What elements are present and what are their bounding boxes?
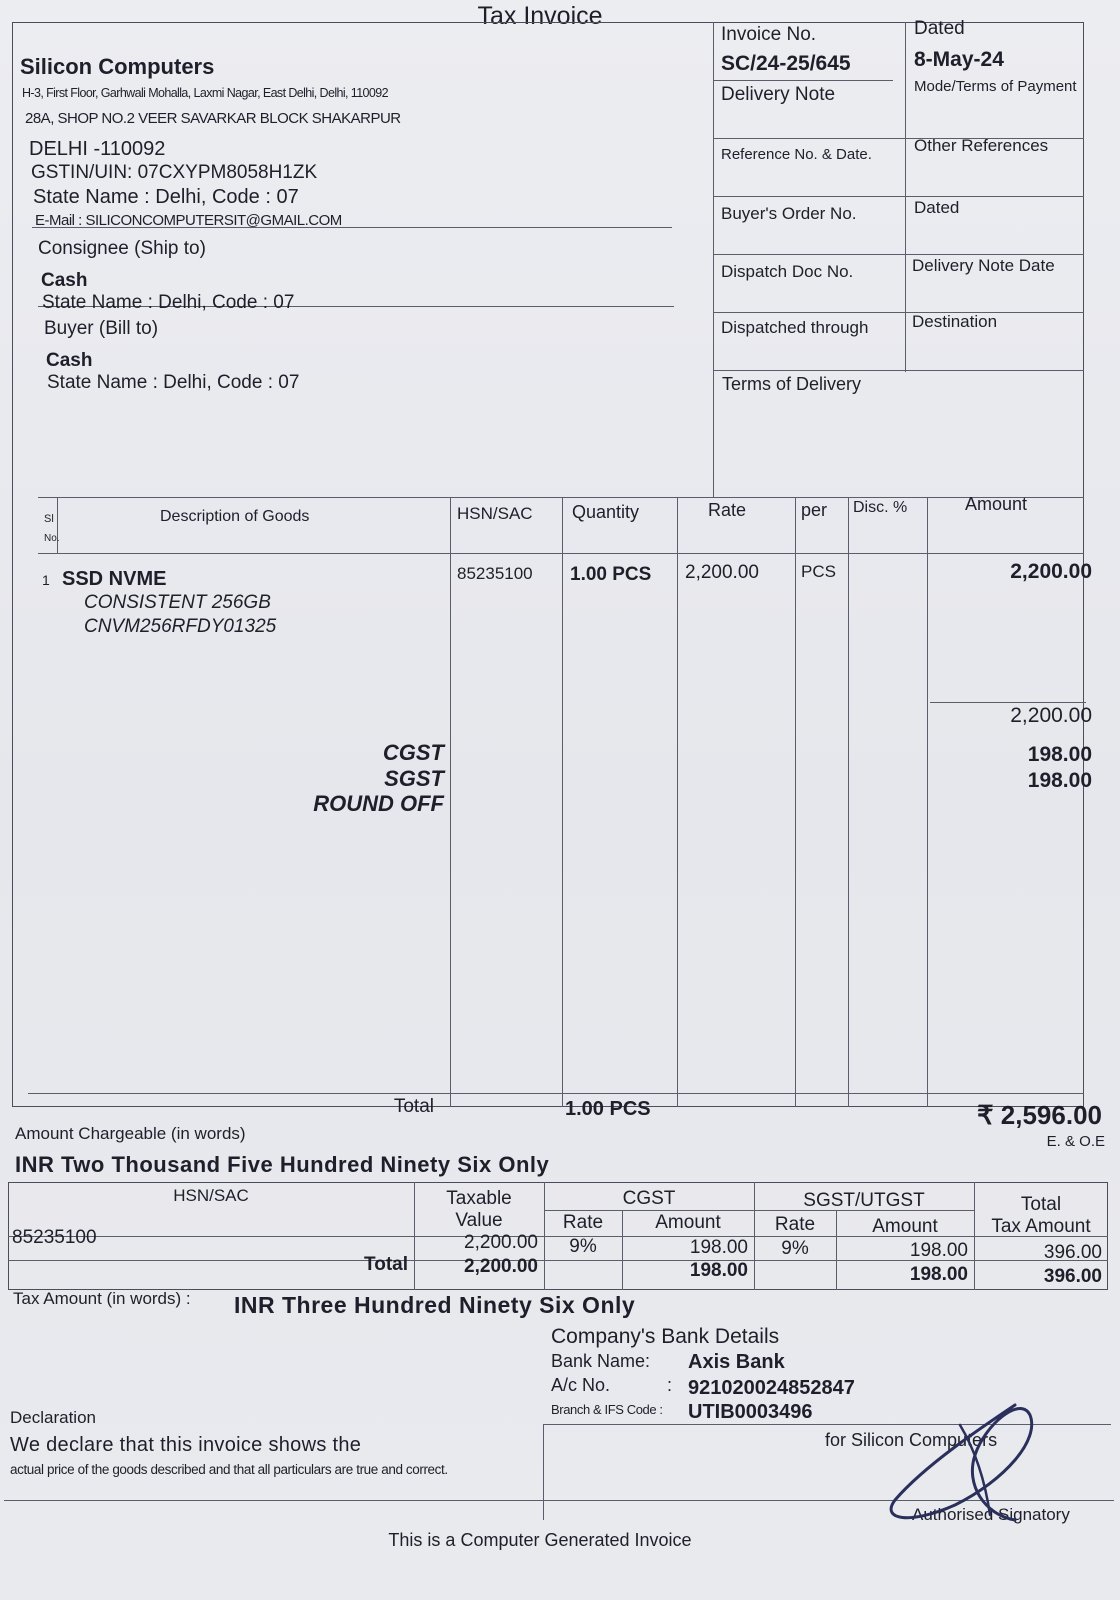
terms-of-delivery-label: Terms of Delivery (722, 374, 862, 394)
item-name: SSD NVME (62, 568, 167, 590)
tax-words-label: Tax Amount (in words) : (13, 1289, 191, 1308)
meta-row-3 (713, 196, 1084, 197)
tax-header-cgst: CGST (622, 1188, 676, 1209)
total-amount: ₹ 2,596.00 (977, 1100, 1102, 1130)
buyers-order-label: Buyer's Order No. (721, 204, 857, 223)
account-separator: : (667, 1375, 673, 1395)
signature-scribble (865, 1395, 1065, 1525)
dated2-label: Dated (914, 198, 960, 217)
header-column-divider (713, 22, 714, 497)
tax-total-cgst: 198.00 (689, 1260, 748, 1281)
meta-row-5 (713, 312, 1084, 313)
seller-city: DELHI -110092 (29, 138, 166, 160)
invoice-no-label: Invoice No. (721, 24, 817, 45)
bank-heading: Company's Bank Details (551, 1325, 780, 1348)
meta-row-6 (713, 370, 1084, 371)
sgst-amount: 198.00 (1027, 769, 1092, 792)
amount-in-words: INR Two Thousand Five Hundred Ninety Six Only (15, 1152, 550, 1177)
total-label: Total (393, 1096, 434, 1117)
mode-terms-label: Mode/Terms of Payment (914, 78, 1077, 95)
authorised-signatory-label: Authorised Signatory (912, 1505, 1070, 1524)
bank-name-label: Bank Name: (551, 1351, 651, 1371)
col-disc (927, 497, 928, 1107)
tax-header-hsn: HSN/SAC (173, 1186, 249, 1205)
item-sl: 1 (42, 572, 50, 588)
header-rate: Rate (708, 500, 747, 520)
item-line-2: CONSISTENT 256GB (84, 592, 271, 613)
items-total-top (28, 1093, 1084, 1094)
tax-row-hsn: 85235100 (12, 1227, 97, 1248)
meta-row-4 (713, 254, 1084, 255)
item-quantity: 1.00 PCS (570, 564, 652, 585)
header-per: per (801, 500, 828, 520)
seller-state: State Name : Delhi, Code : 07 (33, 186, 299, 208)
tax-header-cgst-amount: Amount (655, 1212, 721, 1233)
dispatch-doc-label: Dispatch Doc No. (721, 262, 854, 281)
dated-label: Dated (914, 18, 965, 39)
other-references-label: Other References (914, 136, 1049, 155)
tax-row-sgst-rate: 9% (781, 1238, 809, 1259)
tax-row-total: 396.00 (1043, 1242, 1102, 1263)
col-qty (677, 497, 678, 1107)
consignee-state: State Name : Delhi, Code : 07 (42, 292, 295, 313)
account-label: A/c No. (551, 1375, 611, 1395)
roundoff-label: ROUND OFF (313, 791, 444, 816)
item-line-3: CNVM256RFDY01325 (84, 616, 277, 637)
cgst-amount: 198.00 (1027, 743, 1092, 766)
invoice-no: SC/24-25/645 (721, 52, 851, 75)
header-disc: Disc. % (853, 499, 908, 516)
for-company: for Silicon Computers (825, 1430, 998, 1450)
ifs-label: Branch & IFS Code : (551, 1402, 663, 1417)
tax-total-sgst: 198.00 (909, 1264, 968, 1285)
header-quantity: Quantity (572, 502, 640, 522)
tax-header-sgst-amount: Amount (872, 1216, 938, 1237)
buyer-name: Cash (46, 350, 93, 371)
header-sl: Sl (44, 513, 54, 525)
ifs-code: UTIB0003496 (688, 1401, 813, 1423)
header-hsn: HSN/SAC (457, 504, 533, 523)
col-hsn (562, 497, 563, 1107)
destination-label: Destination (912, 312, 998, 331)
tax-row-cgst-rate: 9% (569, 1236, 597, 1257)
declaration-line-2: actual price of the goods described and that all particulars are true and correct. (10, 1462, 448, 1477)
tax-header-cgst-rate: Rate (562, 1212, 604, 1233)
subtotal-amount: 2,200.00 (1010, 704, 1092, 727)
buyer-state: State Name : Delhi, Code : 07 (47, 372, 300, 393)
consignee-name: Cash (41, 270, 88, 291)
seller-address-1: H-3, First Floor, Garhwali Mohalla, Laxmi Nagar, East Delhi, Delhi, 110092 (22, 86, 388, 100)
seller-gstin: GSTIN/UIN: 07CXYPM8058H1ZK (31, 162, 318, 183)
dispatched-through-label: Dispatched through (721, 318, 869, 337)
seller-name: Silicon Computers (20, 54, 215, 79)
tax-header-total-1: Total (1020, 1194, 1062, 1215)
col-sl (57, 497, 58, 553)
buyer-heading: Buyer (Bill to) (44, 318, 159, 339)
tax-row-sgst-amount: 198.00 (909, 1240, 968, 1261)
delivery-note-date-label: Delivery Note Date (912, 256, 1055, 275)
item-amount: 2,200.00 (1010, 560, 1092, 583)
tax-header-taxable-1: Taxable (446, 1188, 512, 1209)
eoe-label: E. & O.E (1046, 1133, 1105, 1150)
declaration-heading: Declaration (10, 1408, 96, 1427)
amount-words-label: Amount Chargeable (in words) (15, 1124, 246, 1143)
item-rate: 2,200.00 (685, 562, 759, 583)
delivery-note-label: Delivery Note (721, 84, 836, 105)
header-frame (12, 22, 1084, 1107)
header-amount: Amount (965, 494, 1028, 514)
reference-label: Reference No. & Date. (721, 146, 872, 163)
tax-total-label: Total (364, 1254, 408, 1275)
meta-grid-divider (905, 22, 906, 372)
footer-note: This is a Computer Generated Invoice (388, 1530, 692, 1550)
tax-header-sgst: SGST/UTGST (803, 1190, 925, 1211)
item-hsn: 85235100 (457, 564, 533, 583)
tax-header-total-2: Tax Amount (991, 1216, 1091, 1237)
meta-row-1 (713, 80, 893, 81)
col-desc (450, 497, 451, 1107)
seller-address-2: 28A, SHOP NO.2 VEER SAVARKAR BLOCK SHAKARPUR (25, 110, 401, 127)
tax-in-words: INR Three Hundred Ninety Six Only (234, 1292, 636, 1318)
invoice-title: Tax Invoice (477, 2, 603, 30)
tax-row-taxable: 2,200.00 (464, 1232, 538, 1253)
total-quantity: 1.00 PCS (565, 1098, 651, 1120)
header-no: No. (44, 533, 60, 544)
header-description: Description of Goods (160, 508, 310, 525)
invoice-date: 8-May-24 (914, 48, 1004, 71)
cgst-label: CGST (382, 740, 444, 765)
item-per: PCS (801, 562, 836, 581)
col-per (848, 497, 849, 1107)
sgst-label: SGST (384, 766, 444, 791)
signatory-left-rule (543, 1424, 544, 1520)
bank-name: Axis Bank (688, 1351, 785, 1373)
tax-header-sgst-rate: Rate (774, 1214, 816, 1235)
col-rate (795, 497, 796, 1107)
seller-email: E-Mail : SILICONCOMPUTERSIT@GMAIL.COM (35, 212, 342, 229)
consignee-heading: Consignee (Ship to) (38, 238, 206, 259)
tax-total-taxable: 2,200.00 (464, 1256, 538, 1277)
tax-total-amount: 396.00 (1043, 1266, 1102, 1287)
account-number: 921020024852847 (688, 1377, 855, 1399)
tax-header-taxable-2: Value (455, 1210, 503, 1231)
tax-row-cgst-amount: 198.00 (689, 1237, 748, 1258)
subtotal-rule (930, 702, 1086, 703)
declaration-line-1: We declare that this invoice shows the (10, 1434, 362, 1456)
